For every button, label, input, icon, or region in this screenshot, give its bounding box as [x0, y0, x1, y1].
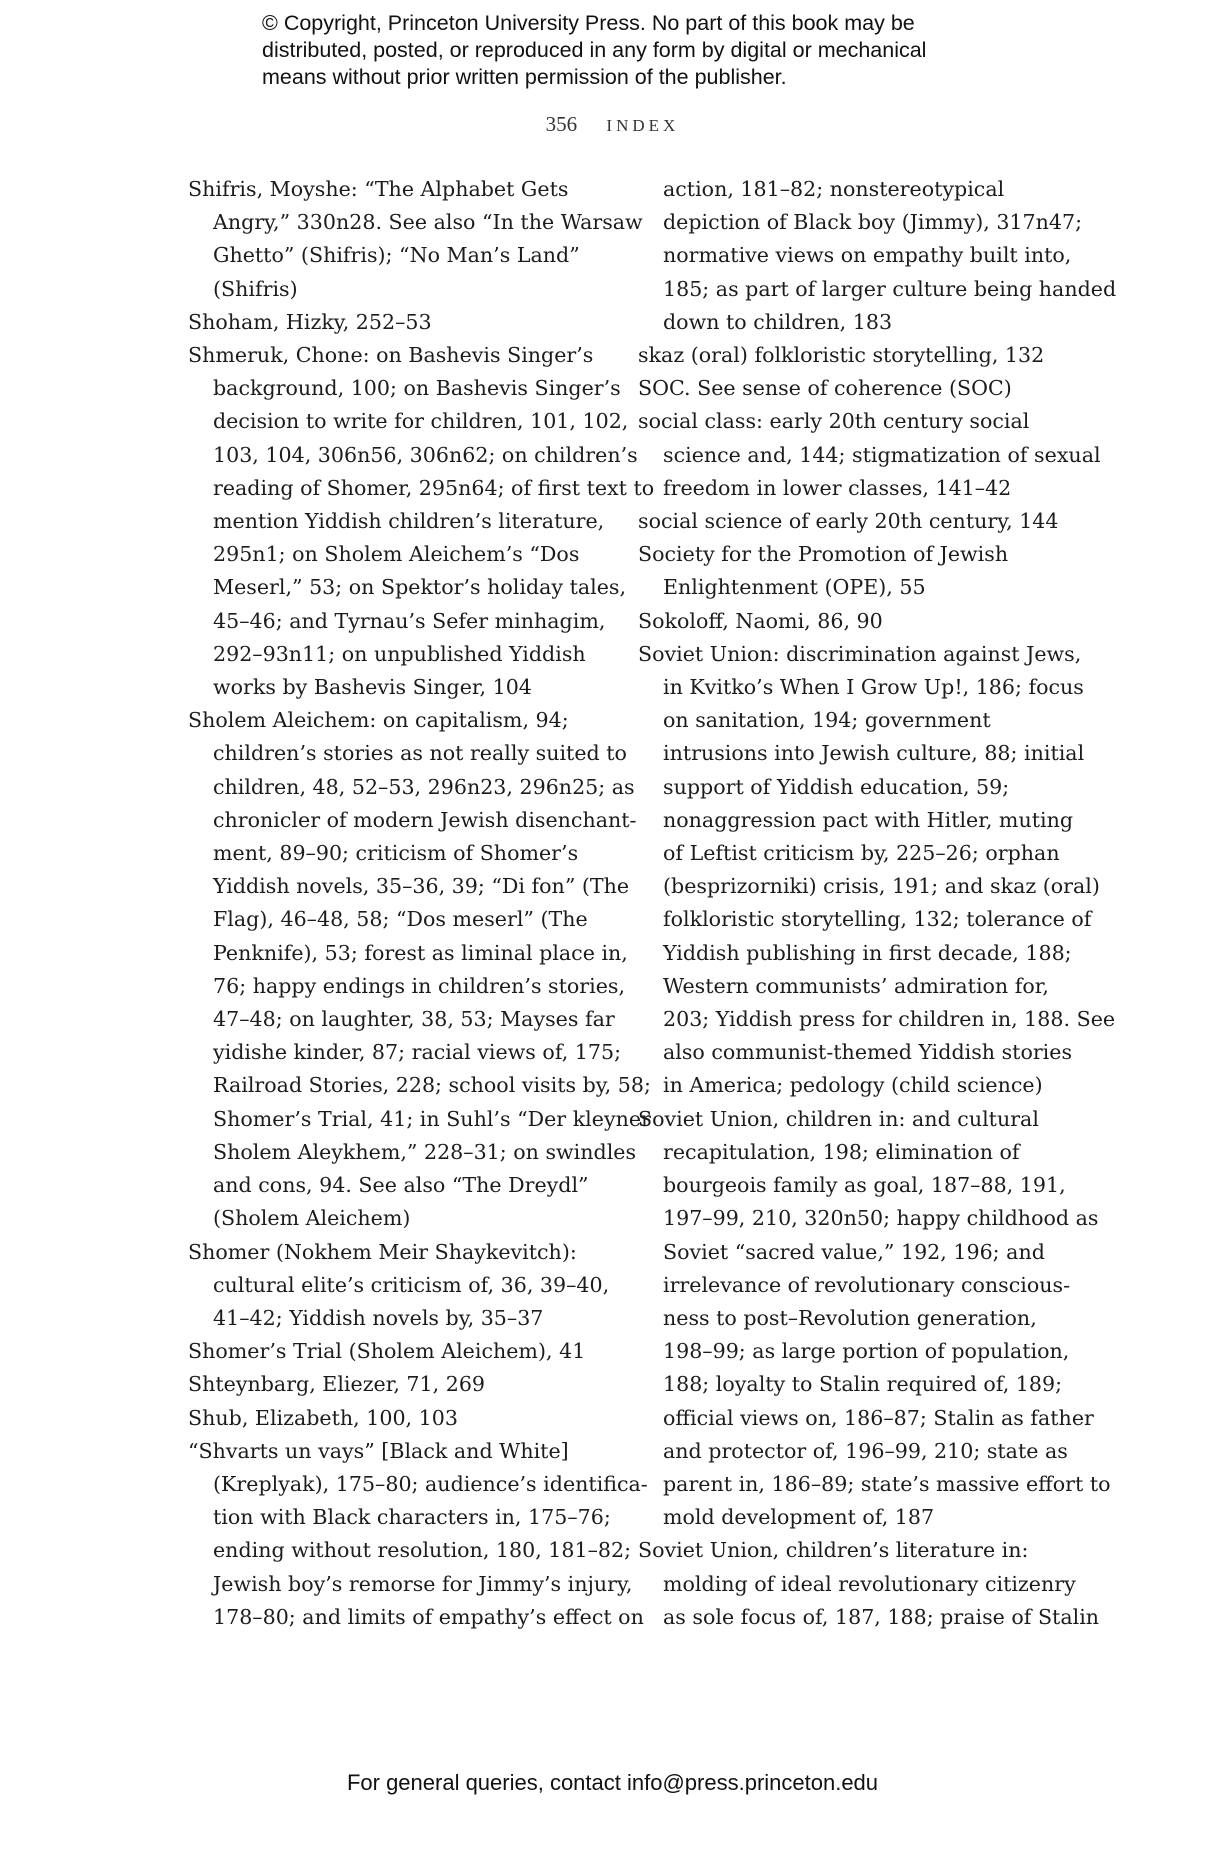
index-entry-line: Shmeruk, Chone: on Bashevis Singer’s [188, 343, 594, 368]
index-entry-line: on sanitation, 194; government [663, 708, 991, 733]
index-entry-line: official views on, 186–87; Stalin as father [663, 1405, 1094, 1430]
index-entry-line: action, 181–82; nonstereotypical [663, 177, 1005, 201]
index-entry-line: intrusions into Jewish culture, 88; initial [663, 741, 1085, 766]
index-entry-line: Penknife), 53; forest as liminal place in, [213, 940, 628, 965]
index-entry [188, 339, 655, 704]
index-entry-line: (besprizorniki) crisis, 191; and skaz (oral) [663, 874, 1100, 899]
index-entry-line: social class: early 20th century social [638, 409, 1030, 434]
index-entry [638, 505, 1059, 538]
index-entry [638, 538, 1056, 604]
index-entry-line: children’s stories as not really suited to [213, 741, 627, 766]
index-entry-line: 203; Yiddish press for children in, 188. See [663, 1007, 1116, 1032]
index-entry-line: background, 100; on Bashevis Singer’s [213, 376, 621, 401]
index-entry-line: 197–99, 210, 320n50; happy childhood as [663, 1206, 1099, 1231]
index-entry-line: Shoham, Hizky, 252–53 [188, 309, 432, 334]
index-entry-line: (Kreplyak), 175–80; audience’s identifica- [213, 1471, 648, 1496]
index-entry-line: bourgeois family as goal, 187–88, 191, [663, 1173, 1066, 1198]
index-entry-line: as sole focus of, 187, 188; praise of Stalin [663, 1604, 1100, 1629]
index-entry [638, 372, 1056, 405]
index-entry-line: Society for the Promotion of Jewish [638, 542, 1009, 567]
index-entry [638, 339, 1056, 372]
index-entry-line: 185; as part of larger culture being handed [663, 276, 1117, 301]
index-entry-line: depiction of Black boy (Jimmy), 317n47; [663, 210, 1083, 235]
index-entry [188, 1335, 598, 1368]
copyright-line: means without prior written permission of the publisher. [262, 65, 787, 89]
index-entry-line: Shteynbarg, Eliezer, 71, 269 [188, 1372, 486, 1397]
index-entry-line: 47–48; on laughter, 38, 53; Mayses far [213, 1007, 615, 1032]
index-entry [188, 1402, 598, 1435]
index-entry-line: ness to post–Revolution generation, [663, 1305, 1037, 1330]
copyright-notice [262, 10, 1042, 91]
index-entry-line: Soviet Union: discrimination against Jews, [638, 641, 1082, 666]
index-entry-line: of Leftist criticism by, 225–26; orphan [663, 841, 1060, 866]
index-entry-line: folkloristic storytelling, 132; tolerance of [663, 907, 1092, 932]
index-entry-line: tion with Black characters in, 175–76; [213, 1505, 611, 1530]
footer-contact: For general queries, contact info@press.princeton.edu [346, 1770, 879, 1795]
index-entry-line: (Shifris) [213, 276, 298, 301]
index-entry-line: Sokoloff, Naomi, 86, 90 [638, 608, 883, 633]
index-entry-line: ment, 89–90; criticism of Shomer’s [213, 841, 579, 866]
section-label: INDEX [606, 116, 680, 135]
index-entry [188, 173, 643, 306]
index-entry-line: molding of ideal revolutionary citizenry [663, 1571, 1076, 1596]
index-entry-line: mention Yiddish children’s literature, [213, 509, 605, 534]
index-entry-line: support of Yiddish education, 59; [663, 774, 1010, 799]
index-entry-line: Flag), 46–48, 58; “Dos meserl” (The [213, 907, 588, 932]
index-entry-line: and cons, 94. See also “The Dreydl” [213, 1173, 589, 1198]
index-entry-line: reading of Shomer, 295n64; of first text to [213, 475, 655, 500]
index-entry-line: Shomer’s Trial, 41; in Suhl’s “Der kleyner [213, 1106, 651, 1131]
index-entry [638, 405, 1101, 505]
index-entry-line: Yiddish novels, 35–36, 39; “Di fon” (The [213, 874, 630, 899]
index-entry-line: works by Bashevis Singer, 104 [213, 675, 532, 700]
index-entry-line: 198–99; as large portion of population, [663, 1339, 1070, 1364]
index-entry-line: social science of early 20th century, 144 [638, 509, 1059, 534]
index-entry-line: 41–42; Yiddish novels by, 35–37 [213, 1305, 544, 1330]
index-entry-line: yidishe kinder, 87; racial views of, 175; [213, 1040, 622, 1065]
index-entry-line: 103, 104, 306n56, 306n62; on children’s [213, 442, 638, 467]
index-entry-line: down to children, 183 [663, 309, 893, 334]
index-entry-line: Shub, Elizabeth, 100, 103 [188, 1405, 458, 1430]
index-entry-line: recapitulation, 198; elimination of [663, 1139, 1020, 1164]
index-entry-line: and protector of, 196–99, 210; state as [663, 1438, 1068, 1463]
index-entry-line: in Kvitko’s When I Grow Up!, 186; focus [663, 675, 1084, 700]
copyright-line: © Copyright, Princeton University Press. No part of this book may be [262, 11, 915, 35]
index-entry-line: (Sholem Aleichem) [213, 1206, 411, 1231]
copyright-line: distributed, posted, or reproduced in any form by digital or mechanical [262, 38, 927, 62]
index-entry [638, 638, 1116, 1103]
index-entry-line: Enlightenment (OPE), 55 [663, 575, 926, 600]
index-entry-line: parent in, 186–89; state’s massive effort to [663, 1471, 1111, 1496]
index-entry [188, 1435, 648, 1634]
index-entry-line: Soviet “sacred value,” 192, 196; and [663, 1239, 1045, 1264]
index-entry-line: 76; happy endings in children’s stories, [213, 973, 626, 998]
index-entry [188, 1368, 598, 1401]
index-entry-line: children, 48, 52–53, 296n23, 296n25; as [213, 774, 635, 799]
index-entry-line: also communist-themed Yiddish stories [663, 1040, 1073, 1065]
index-entry-line: 45–46; and Tyrnau’s Sefer minhagim, [213, 608, 606, 633]
index-entry-line: cultural elite’s criticism of, 36, 39–40, [213, 1272, 610, 1297]
index-entry [188, 306, 598, 339]
index-entry-line: Western communists’ admiration for, [663, 973, 1049, 998]
index-entry-line: Yiddish publishing in first decade, 188; [663, 940, 1072, 965]
index-entry-line: irrelevance of revolutionary conscious- [663, 1272, 1071, 1297]
page-number: 356 [545, 112, 578, 136]
index-entry-line: Shifris, Moyshe: “The Alphabet Gets [188, 177, 569, 201]
index-entry-line: decision to write for children, 101, 102, [213, 409, 629, 434]
index-entry [638, 1103, 1111, 1535]
index-entry-line: freedom in lower classes, 141–42 [663, 475, 1012, 500]
continued-entry [638, 173, 1117, 339]
index-entry-line: Meserl,” 53; on Spektor’s holiday tales, [213, 575, 627, 600]
index-entry-line: normative views on empathy built into, [663, 243, 1072, 268]
index-entry-line: 295n1; on Sholem Aleichem’s “Dos [213, 542, 580, 567]
index-entry-line: Angry,” 330n28. See also “In the Warsaw [213, 210, 643, 235]
index-entry [638, 1534, 1100, 1634]
index-entry-line: Sholem Aleichem: on capitalism, 94; [188, 708, 569, 733]
index-entry [638, 605, 1056, 638]
index-entry-line: in America; pedology (child science) [663, 1073, 1043, 1098]
index-entry-line: Sholem Aleykhem,” 228–31; on swindles [213, 1139, 637, 1164]
index-entry-line: science and, 144; stigmatization of sexual [663, 442, 1101, 467]
index-entry-line: Soviet Union, children’s literature in: [638, 1538, 1029, 1563]
index-entry-line: 292–93n11; on unpublished Yiddish [213, 641, 586, 666]
index-entry-line: Soviet Union, children in: and cultural [638, 1106, 1039, 1131]
index-entry-line: SOC. See sense of coherence (SOC) [638, 376, 1012, 401]
index-entry-line: Jewish boy’s remorse for Jimmy’s injury, [213, 1571, 633, 1596]
index-column-right [638, 173, 1117, 1634]
index-entry-line: nonaggression pact with Hitler, muting [663, 807, 1074, 832]
running-head [0, 112, 1225, 137]
index-entry-line: chronicler of modern Jewish disenchant- [213, 807, 637, 832]
index-entry-line: skaz (oral) folkloristic storytelling, 132 [638, 343, 1045, 368]
index-entry-line: 178–80; and limits of empathy’s effect on [213, 1604, 644, 1629]
index-entry-line: “Shvarts un vays” [Black and White] [188, 1438, 569, 1463]
index-entry [188, 1236, 610, 1336]
index-entry [188, 704, 651, 1235]
index-entry-line: Ghetto” (Shifris); “No Man’s Land” [213, 243, 580, 268]
index-entry-line: 188; loyalty to Stalin required of, 189; [663, 1372, 1063, 1397]
index-entry-line: ending without resolution, 180, 181–82; [213, 1538, 632, 1563]
index-column-left [188, 173, 655, 1634]
index-entry-line: Shomer’s Trial (Sholem Aleichem), 41 [188, 1339, 586, 1364]
index-entry-line: mold development of, 187 [663, 1505, 935, 1530]
index-entry-line: Shomer (Nokhem Meir Shaykevitch): [188, 1239, 577, 1264]
index-entry-line: Railroad Stories, 228; school visits by, 58; [213, 1073, 651, 1098]
